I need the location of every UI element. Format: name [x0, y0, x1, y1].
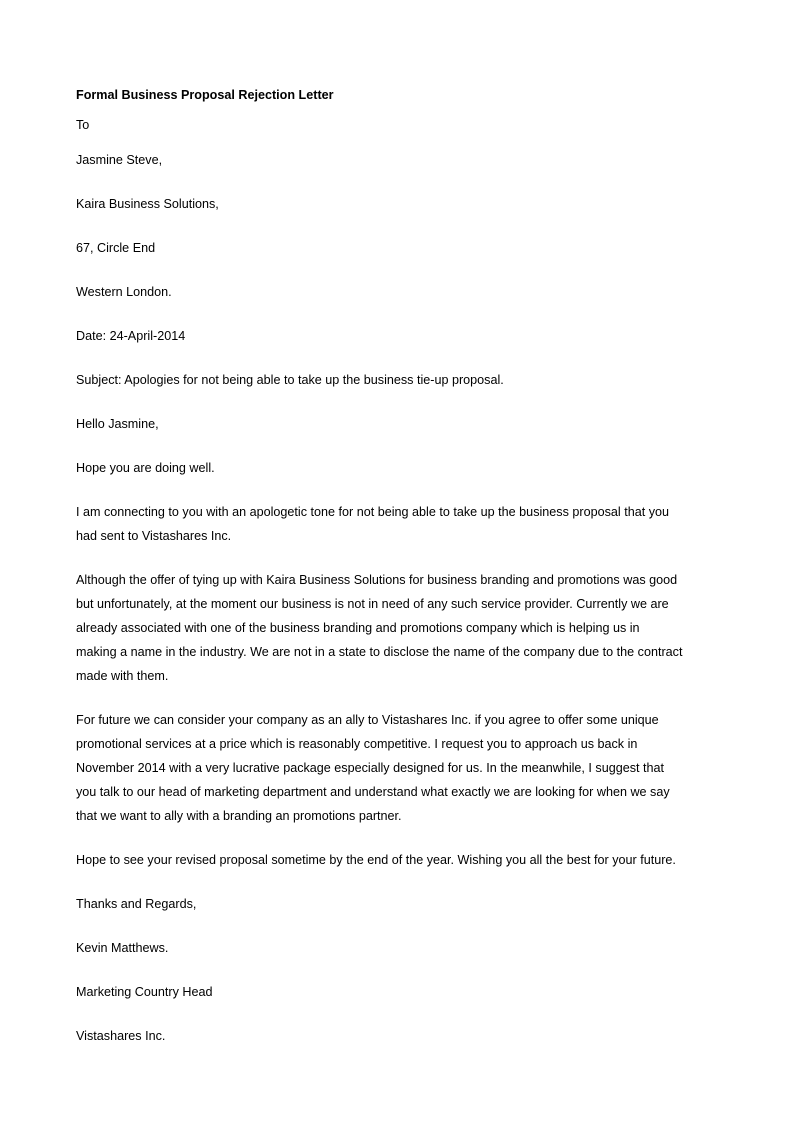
recipient-name: Jasmine Steve,: [76, 153, 163, 167]
paragraph-3-line: For future we can consider your company as an ally to Vistashares Inc. if you agree to offer some unique: [76, 713, 659, 727]
paragraph-2-line: Although the offer of tying up with Kaira Business Solutions for business branding and promotions was good: [76, 573, 678, 587]
paragraph-2-line: making a name in the industry. We are not in a state to disclose the name of the company due to the contract: [76, 645, 683, 659]
paragraph-2: [76, 568, 726, 688]
letter-greeting: Hello Jasmine,: [76, 417, 159, 431]
sender-company: Vistashares Inc.: [76, 1029, 166, 1043]
paragraph-1-line: I am connecting to you with an apologetic tone for not being able to take up the business proposal that you: [76, 505, 670, 519]
letter-date: Date: 24-April-2014: [76, 329, 186, 343]
paragraph-3-line: November 2014 with a very lucrative package especially designed for us. In the meanwhile, I suggest that: [76, 761, 665, 775]
closing-line: Hope to see your revised proposal sometime by the end of the year. Wishing you all the best for your future.: [76, 853, 676, 867]
recipient-address-line2: Western London.: [76, 285, 172, 299]
paragraph-1: [76, 500, 726, 548]
paragraph-2-line: but unfortunately, at the moment our business is not in need of any such service provider. Currently we are: [76, 597, 669, 611]
paragraph-2-line: already associated with one of the business branding and promotions company which is helping us in: [76, 621, 640, 635]
to-label: To: [76, 118, 90, 132]
paragraph-1-line: had sent to Vistashares Inc.: [76, 529, 232, 543]
letter-opening: Hope you are doing well.: [76, 461, 215, 475]
letter-subject: Subject: Apologies for not being able to take up the business tie-up proposal.: [76, 373, 504, 387]
sender-title: Marketing Country Head: [76, 985, 213, 999]
paragraph-3-line: you talk to our head of marketing department and understand what exactly we are looking for when we say: [76, 785, 670, 799]
sender-name: Kevin Matthews.: [76, 941, 169, 955]
recipient-address-line1: 67, Circle End: [76, 241, 156, 255]
paragraph-3-line: promotional services at a price which is reasonably competitive. I request you to approach us back in: [76, 737, 638, 751]
paragraph-3: [76, 708, 726, 828]
letter-signoff: Thanks and Regards,: [76, 897, 197, 911]
paragraph-3-line: that we want to ally with a branding an promotions partner.: [76, 809, 402, 823]
letter-title: Formal Business Proposal Rejection Letter: [76, 88, 334, 102]
recipient-company: Kaira Business Solutions,: [76, 197, 219, 211]
paragraph-2-line: made with them.: [76, 669, 169, 683]
